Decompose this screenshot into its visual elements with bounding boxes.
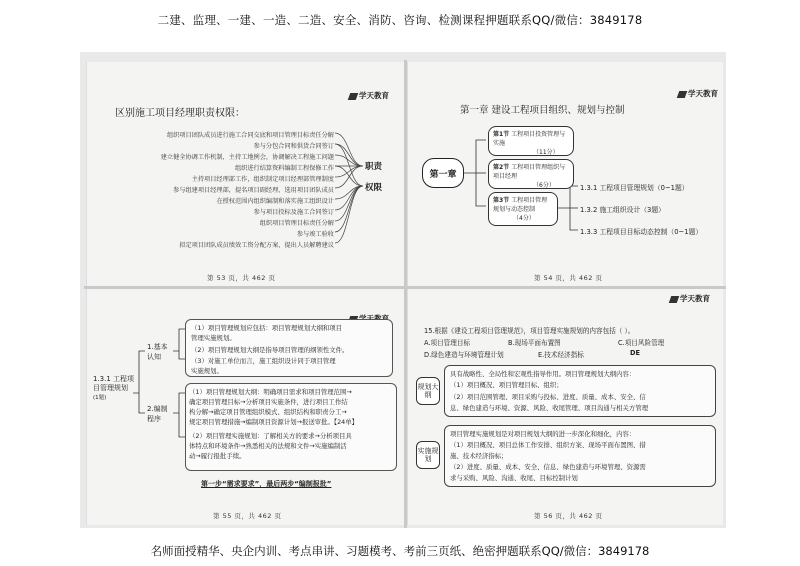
basic-line: （2）项目管理规划大纲是指导项目管理的纲领性文件。: [191, 346, 349, 354]
implementation-line: 求与采购、风险、沟通、收尾、目标控制计划: [450, 474, 578, 482]
sub-item: 1.3.3 工程项目目标动态控制（0~1题）: [580, 228, 703, 236]
procedure-line: 构分解→确定项目管理组织模式、组织结构和职责分工→: [189, 408, 347, 416]
duty-line: 拟定项目团队成员绩效工资分配方案，提出人员解聘建议: [179, 242, 334, 249]
implementation-line: （2）进度、质量、成本、安全、信息、绿色建造与环境管理、资源需: [450, 463, 646, 471]
page-56: [407, 289, 723, 525]
implementation-line: 项目管理实施规划是对项目规划大纲的进一步深化和细化，内容：: [450, 430, 636, 438]
option-d: D.绿色建造与环境管理计划: [424, 351, 504, 359]
option-c: C.项目风险管理: [618, 339, 665, 347]
procedure-line: 体特点和环境条件→熟悉相关的法规和文件→实施编制活: [189, 442, 347, 450]
duty-line: 参与项目投标及施工合同签订: [253, 209, 334, 216]
duty-line: 参与组建项目经理部，提名项目副经理、选用项目团队成员: [173, 187, 334, 194]
section-box-2: 第2节 工程项目管理组织与项目经理 （6分）: [488, 159, 574, 189]
outline-line: （1）项目概况、项目管理目标、组织；: [450, 381, 563, 389]
implementation-line: 施、技术经济指标；: [450, 452, 508, 460]
page-54: [407, 62, 723, 286]
basic-line: 实施规划。: [191, 367, 223, 375]
implementation-tag: 实施规划: [416, 441, 440, 469]
outline-line: （2）项目范围管理、项目采购与投标、进度、质量、成本、安全、信: [450, 393, 646, 401]
summary-note: 第一步“需求要求”，最后两步“编制报批”: [201, 480, 332, 488]
outline-line: 息、绿色建造与环境、资源、风险、收尾管理、项目沟通与相关方管理: [450, 404, 649, 412]
page-title: 区别施工项目经理职责权限：: [115, 108, 245, 119]
procedure-line: 动→履行报批手续。: [189, 452, 246, 460]
page-number: 第 56 页，共 462 页: [534, 512, 603, 520]
page-53: [86, 62, 404, 286]
root-node: 1.3.1 工程项目管理规划 (1题): [93, 375, 135, 402]
connector-lines: [87, 62, 404, 286]
duty-line: 组织进行结算资料编制工程保修工作: [235, 165, 334, 172]
duty-line: 组织项目管理目标责任分解: [259, 220, 334, 227]
outline-line: 具有战略性、全局性和宏观性指导作用。项目管理规划大纲内容：: [450, 370, 636, 378]
procedure-line: （2）项目管理实施规划：了解相关方的要求→分析项目具: [189, 432, 352, 440]
basic-line: （1）项目管理规划应包括：项目管理规划大纲和项目: [191, 324, 343, 332]
power-label: 权限: [365, 183, 383, 193]
header-banner: 二建、监理、一建、一造、二造、安全、消防、咨询、检测课程押题联系QQ/微信：3849178: [157, 13, 643, 27]
brand-logo: 学天教育: [349, 90, 389, 101]
section-box-1: 第1节 工程项目投资管理与实施 （11分）: [488, 126, 574, 156]
option-e: E.技术经济指标: [538, 351, 584, 359]
footer-banner: 名师面授精华、央企内训、考点串讲、习题模考、考前三页纸、绝密押题联系QQ/微信：3849178: [150, 544, 650, 558]
basic-node: 1.基本认知: [147, 343, 168, 361]
option-b: B.现场平面布置图: [508, 339, 561, 347]
duty-label: 职责: [365, 162, 383, 172]
duty-line: 参与竣工验收: [296, 231, 334, 238]
option-a: A.项目管理目标: [424, 339, 471, 347]
duty-line: 参与分包合同和供货合同签订: [253, 143, 334, 150]
procedure-node: 2.编制程序: [147, 405, 168, 423]
procedure-line: 确定项目管理目标→分析项目实施条件，进行项目工作结: [189, 398, 348, 406]
page-number: 第 53 页，共 462 页: [207, 274, 276, 282]
page-number: 第 55 页，共 462 页: [213, 512, 282, 520]
answer: DE: [630, 349, 640, 357]
duty-line: 建立健全协调工作机制，主持工地例会，协调解决工程施工问题: [160, 154, 334, 161]
implementation-line: （1）项目概况、项目总体工作安排、组织方案、现场平面布置图、措: [450, 441, 646, 449]
page-number: 第 54 页，共 462 页: [534, 274, 603, 282]
section-box-3: 第3节 工程项目管理规划与动态控制 （4分）: [488, 192, 558, 226]
procedure-line: （1）项目管理规划大纲：明确项目需求和项目管理范围→: [189, 388, 352, 396]
chapter-node: 第一章: [422, 158, 464, 188]
basic-line: 管理实施规划。: [191, 334, 236, 342]
logo-icon: [669, 296, 680, 303]
duty-line: 组织项目团队成员进行施工合同交底和项目管理目标责任分解: [166, 132, 334, 139]
sub-item: 1.3.2 施工组织设计（3题）: [580, 206, 665, 214]
brand-logo: 学天教育: [670, 293, 710, 304]
basic-line: （3）对施工单位而言，施工组织设计同于项目管理: [191, 357, 336, 365]
question-text: 15.根据《建设工程项目管理规范》，项目管理实施规划的内容包括（ ）。: [424, 327, 635, 335]
outline-tag: 规划大纲: [416, 377, 440, 405]
chapter-title: 第一章 建设工程项目组织、规划与控制: [460, 105, 625, 116]
duty-line: 在授权范围内组织编制和落实施工组织设计: [216, 198, 334, 205]
brand-logo: 学天教育: [678, 88, 718, 99]
duty-line: 主持项目经理部工作，组织制定项目经理部管理制度: [191, 176, 334, 183]
sub-item: 1.3.1 工程项目管理规划（0~1题）: [580, 184, 689, 192]
procedure-line: 规定项目管理措施→编制项目资源计划→报送审批。【24单】: [189, 418, 359, 426]
page-55: [86, 289, 404, 525]
